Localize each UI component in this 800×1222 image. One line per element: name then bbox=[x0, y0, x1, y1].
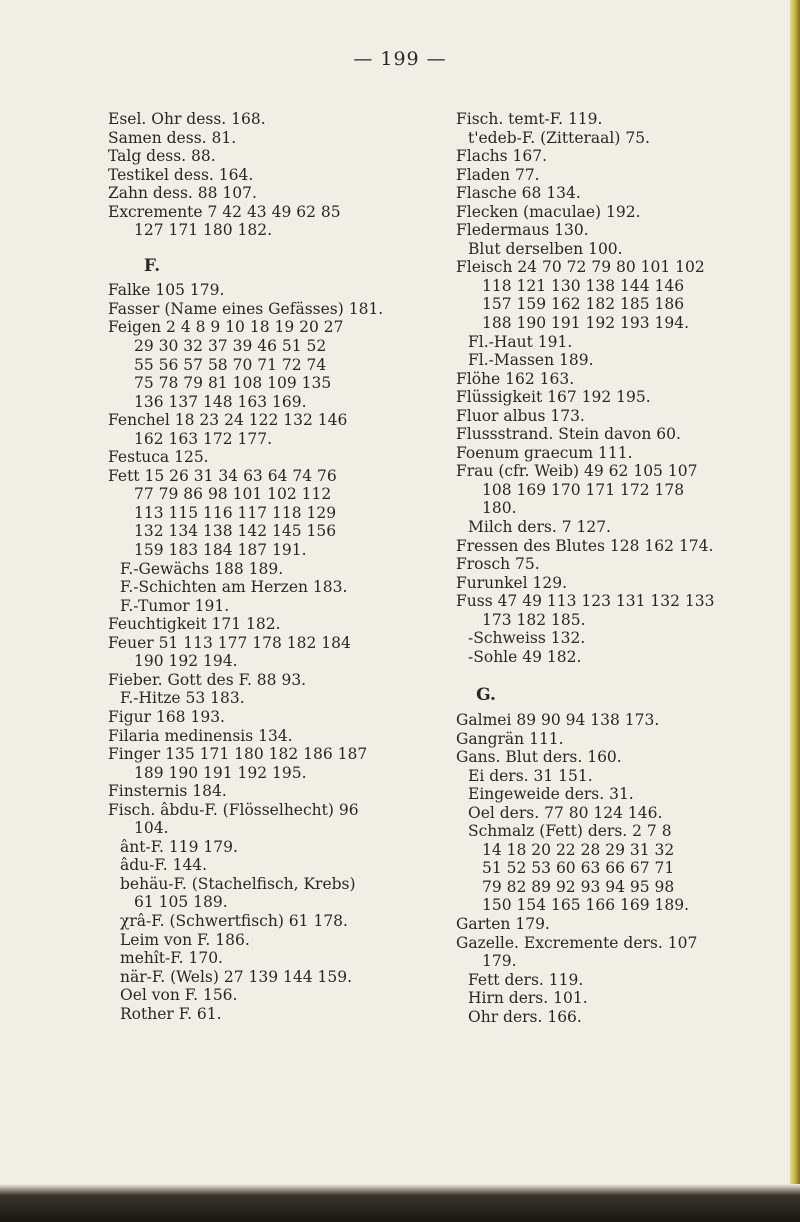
index-subentry: Hirn ders. 101. bbox=[468, 989, 588, 1008]
index-entry-continuation: 118 121 130 138 144 146 bbox=[482, 276, 685, 295]
index-entry: Furunkel 129. bbox=[456, 573, 568, 592]
index-entry: Excremente 7 42 43 49 62 85 bbox=[108, 202, 341, 221]
index-entry: Flasche 68 134. bbox=[456, 184, 581, 203]
index-entry: Flussstrand. Stein davon 60. bbox=[456, 425, 681, 444]
index-subentry: Ei ders. 31 151. bbox=[468, 766, 593, 785]
page-edge-bottom bbox=[0, 1184, 800, 1222]
index-subentry: χrâ-F. (Schwertfisch) 61 178. bbox=[120, 911, 348, 930]
index-entry-continuation: 179. bbox=[482, 952, 517, 971]
index-subentry: Ohr ders. 166. bbox=[468, 1007, 582, 1026]
index-subentry: Oel von F. 156. bbox=[120, 986, 238, 1005]
index-subentry: âdu-F. 144. bbox=[120, 856, 208, 875]
index-entry: Talg dess. 88. bbox=[108, 147, 216, 166]
index-entry: Fieber. Gott des F. 88 93. bbox=[108, 670, 307, 689]
index-subentry: Oel ders. 77 80 124 146. bbox=[468, 803, 663, 822]
index-entry: Fladen 77. bbox=[456, 165, 540, 184]
index-subentry: t'edeb-F. (Zitteraal) 75. bbox=[468, 128, 650, 147]
index-subentry: mehît-F. 170. bbox=[120, 949, 223, 968]
index-subentry: Leim von F. 186. bbox=[120, 930, 250, 949]
index-subentry: Fl.-Massen 189. bbox=[468, 351, 594, 370]
index-entry: Fisch. temt-F. 119. bbox=[456, 110, 603, 128]
index-subentry: Rother F. 61. bbox=[120, 1004, 222, 1023]
index-entry: Fett 15 26 31 34 63 64 74 76 bbox=[108, 466, 337, 485]
index-entry-continuation: 75 78 79 81 108 109 135 bbox=[134, 374, 332, 393]
index-subentry: -Sohle 49 182. bbox=[468, 647, 582, 666]
index-entry: Foenum graecum 111. bbox=[456, 443, 633, 462]
index-entry: Feigen 2 4 8 9 10 18 19 20 27 bbox=[108, 318, 344, 337]
index-entry-continuation: 190 192 194. bbox=[134, 652, 238, 671]
index-entry: Filaria medinensis 134. bbox=[108, 726, 293, 745]
index-entry-continuation: 127 171 180 182. bbox=[134, 221, 273, 240]
index-entry-continuation: 61 105 189. bbox=[134, 893, 228, 912]
index-subentry: F.-Hitze 53 183. bbox=[120, 689, 245, 708]
index-entry-continuation: 77 79 86 98 101 102 112 bbox=[134, 485, 332, 504]
index-subentry: F.-Tumor 191. bbox=[120, 596, 230, 615]
index-entry-continuation: 159 183 184 187 191. bbox=[134, 541, 307, 560]
index-entry: Frosch 75. bbox=[456, 555, 540, 574]
index-entry-continuation: 29 30 32 37 39 46 51 52 bbox=[134, 337, 327, 356]
index-entry-continuation: 162 163 172 177. bbox=[134, 429, 273, 448]
index-subentry: Blut derselben 100. bbox=[468, 239, 623, 258]
index-entry-continuation: 180. bbox=[482, 499, 517, 518]
section-letter-f: F. bbox=[143, 255, 161, 276]
index-entry: Frau (cfr. Weib) 49 62 105 107 bbox=[456, 462, 698, 481]
index-entry: Flecken (maculae) 192. bbox=[456, 202, 641, 221]
index-subentry: F.-Gewächs 188 189. bbox=[120, 559, 284, 578]
section-letter-g: G. bbox=[476, 685, 496, 706]
index-entry: Fressen des Blutes 128 162 174. bbox=[456, 536, 714, 555]
index-entry: Fisch. âbdu-F. (Flösselhecht) 96 bbox=[108, 800, 359, 819]
index-entry: Samen dess. 81. bbox=[108, 128, 237, 147]
index-entry-continuation: 104. bbox=[134, 819, 169, 838]
index-entry-continuation: 132 134 138 142 145 156 bbox=[134, 522, 337, 541]
index-entry-continuation: 136 137 148 163 169. bbox=[134, 392, 307, 411]
index-entry: Esel. Ohr dess. 168. bbox=[108, 110, 266, 128]
index-entry: Fluor albus 173. bbox=[456, 406, 585, 425]
index-entry-continuation: 14 18 20 22 28 29 31 32 bbox=[482, 840, 675, 859]
index-subentry: när-F. (Wels) 27 139 144 159. bbox=[120, 967, 353, 986]
index-entry-continuation: 189 190 191 192 195. bbox=[134, 763, 307, 782]
index-entry: Fledermaus 130. bbox=[456, 221, 589, 240]
index-entry-continuation: 113 115 116 117 118 129 bbox=[134, 503, 337, 522]
index-subentry: -Schweiss 132. bbox=[468, 629, 586, 648]
index-entry: Feuchtigkeit 171 182. bbox=[108, 615, 281, 634]
page-edge-right bbox=[790, 0, 800, 1222]
index-entry-continuation: 51 52 53 60 63 66 67 71 bbox=[482, 859, 675, 878]
index-column-right bbox=[456, 110, 786, 1026]
index-entry: Fleisch 24 70 72 79 80 101 102 bbox=[456, 258, 705, 277]
page-number: — 199 — bbox=[353, 48, 447, 70]
index-subentry: Fl.-Haut 191. bbox=[468, 332, 573, 351]
index-entry-continuation: 150 154 165 166 169 189. bbox=[482, 896, 690, 915]
index-entry: Fasser (Name eines Gefässes) 181. bbox=[108, 299, 384, 318]
index-column-left bbox=[108, 110, 438, 1023]
index-entry: Galmei 89 90 94 138 173. bbox=[456, 710, 660, 729]
index-entry: Gangrän 111. bbox=[456, 729, 564, 748]
index-entry: Festuca 125. bbox=[108, 448, 209, 467]
index-entry-continuation: 188 190 191 192 193 194. bbox=[482, 314, 690, 333]
index-entry: Falke 105 179. bbox=[108, 281, 225, 300]
index-entry: Figur 168 193. bbox=[108, 707, 225, 726]
index-entry: Zahn dess. 88 107. bbox=[108, 184, 257, 203]
index-entry: Flachs 167. bbox=[456, 147, 548, 166]
index-entry-continuation: 157 159 162 182 185 186 bbox=[482, 295, 685, 314]
index-subentry: ânt-F. 119 179. bbox=[120, 837, 238, 856]
index-subentry: Fett ders. 119. bbox=[468, 970, 584, 989]
index-entry: Feuer 51 113 177 178 182 184 bbox=[108, 633, 351, 652]
index-entry: Flöhe 162 163. bbox=[456, 369, 575, 388]
index-subentry: Milch ders. 7 127. bbox=[468, 518, 611, 537]
index-entry: Gazelle. Excremente ders. 107 bbox=[456, 933, 698, 952]
index-entry: Fenchel 18 23 24 122 132 146 bbox=[108, 411, 348, 430]
index-entry-continuation: 173 182 185. bbox=[482, 610, 586, 629]
index-subentry: F.-Schichten am Herzen 183. bbox=[120, 578, 348, 597]
index-entry: Flüssigkeit 167 192 195. bbox=[456, 388, 651, 407]
index-entry-continuation: 55 56 57 58 70 71 72 74 bbox=[134, 355, 327, 374]
index-entry: Fuss 47 49 113 123 131 132 133 bbox=[456, 592, 715, 611]
index-entry: Garten 179. bbox=[456, 914, 550, 933]
index-entry: Finger 135 171 180 182 186 187 bbox=[108, 745, 368, 764]
index-entry: Finsternis 184. bbox=[108, 782, 227, 801]
index-entry: Gans. Blut ders. 160. bbox=[456, 748, 622, 767]
index-entry-continuation: 108 169 170 171 172 178 bbox=[482, 480, 685, 499]
index-subentry: behäu-F. (Stachelfisch, Krebs) bbox=[120, 874, 356, 893]
index-entry: Testikel dess. 164. bbox=[108, 165, 254, 184]
index-subentry: Schmalz (Fett) ders. 2 7 8 bbox=[468, 822, 672, 841]
index-entry-continuation: 79 82 89 92 93 94 95 98 bbox=[482, 877, 675, 896]
index-subentry: Eingeweide ders. 31. bbox=[468, 785, 634, 804]
